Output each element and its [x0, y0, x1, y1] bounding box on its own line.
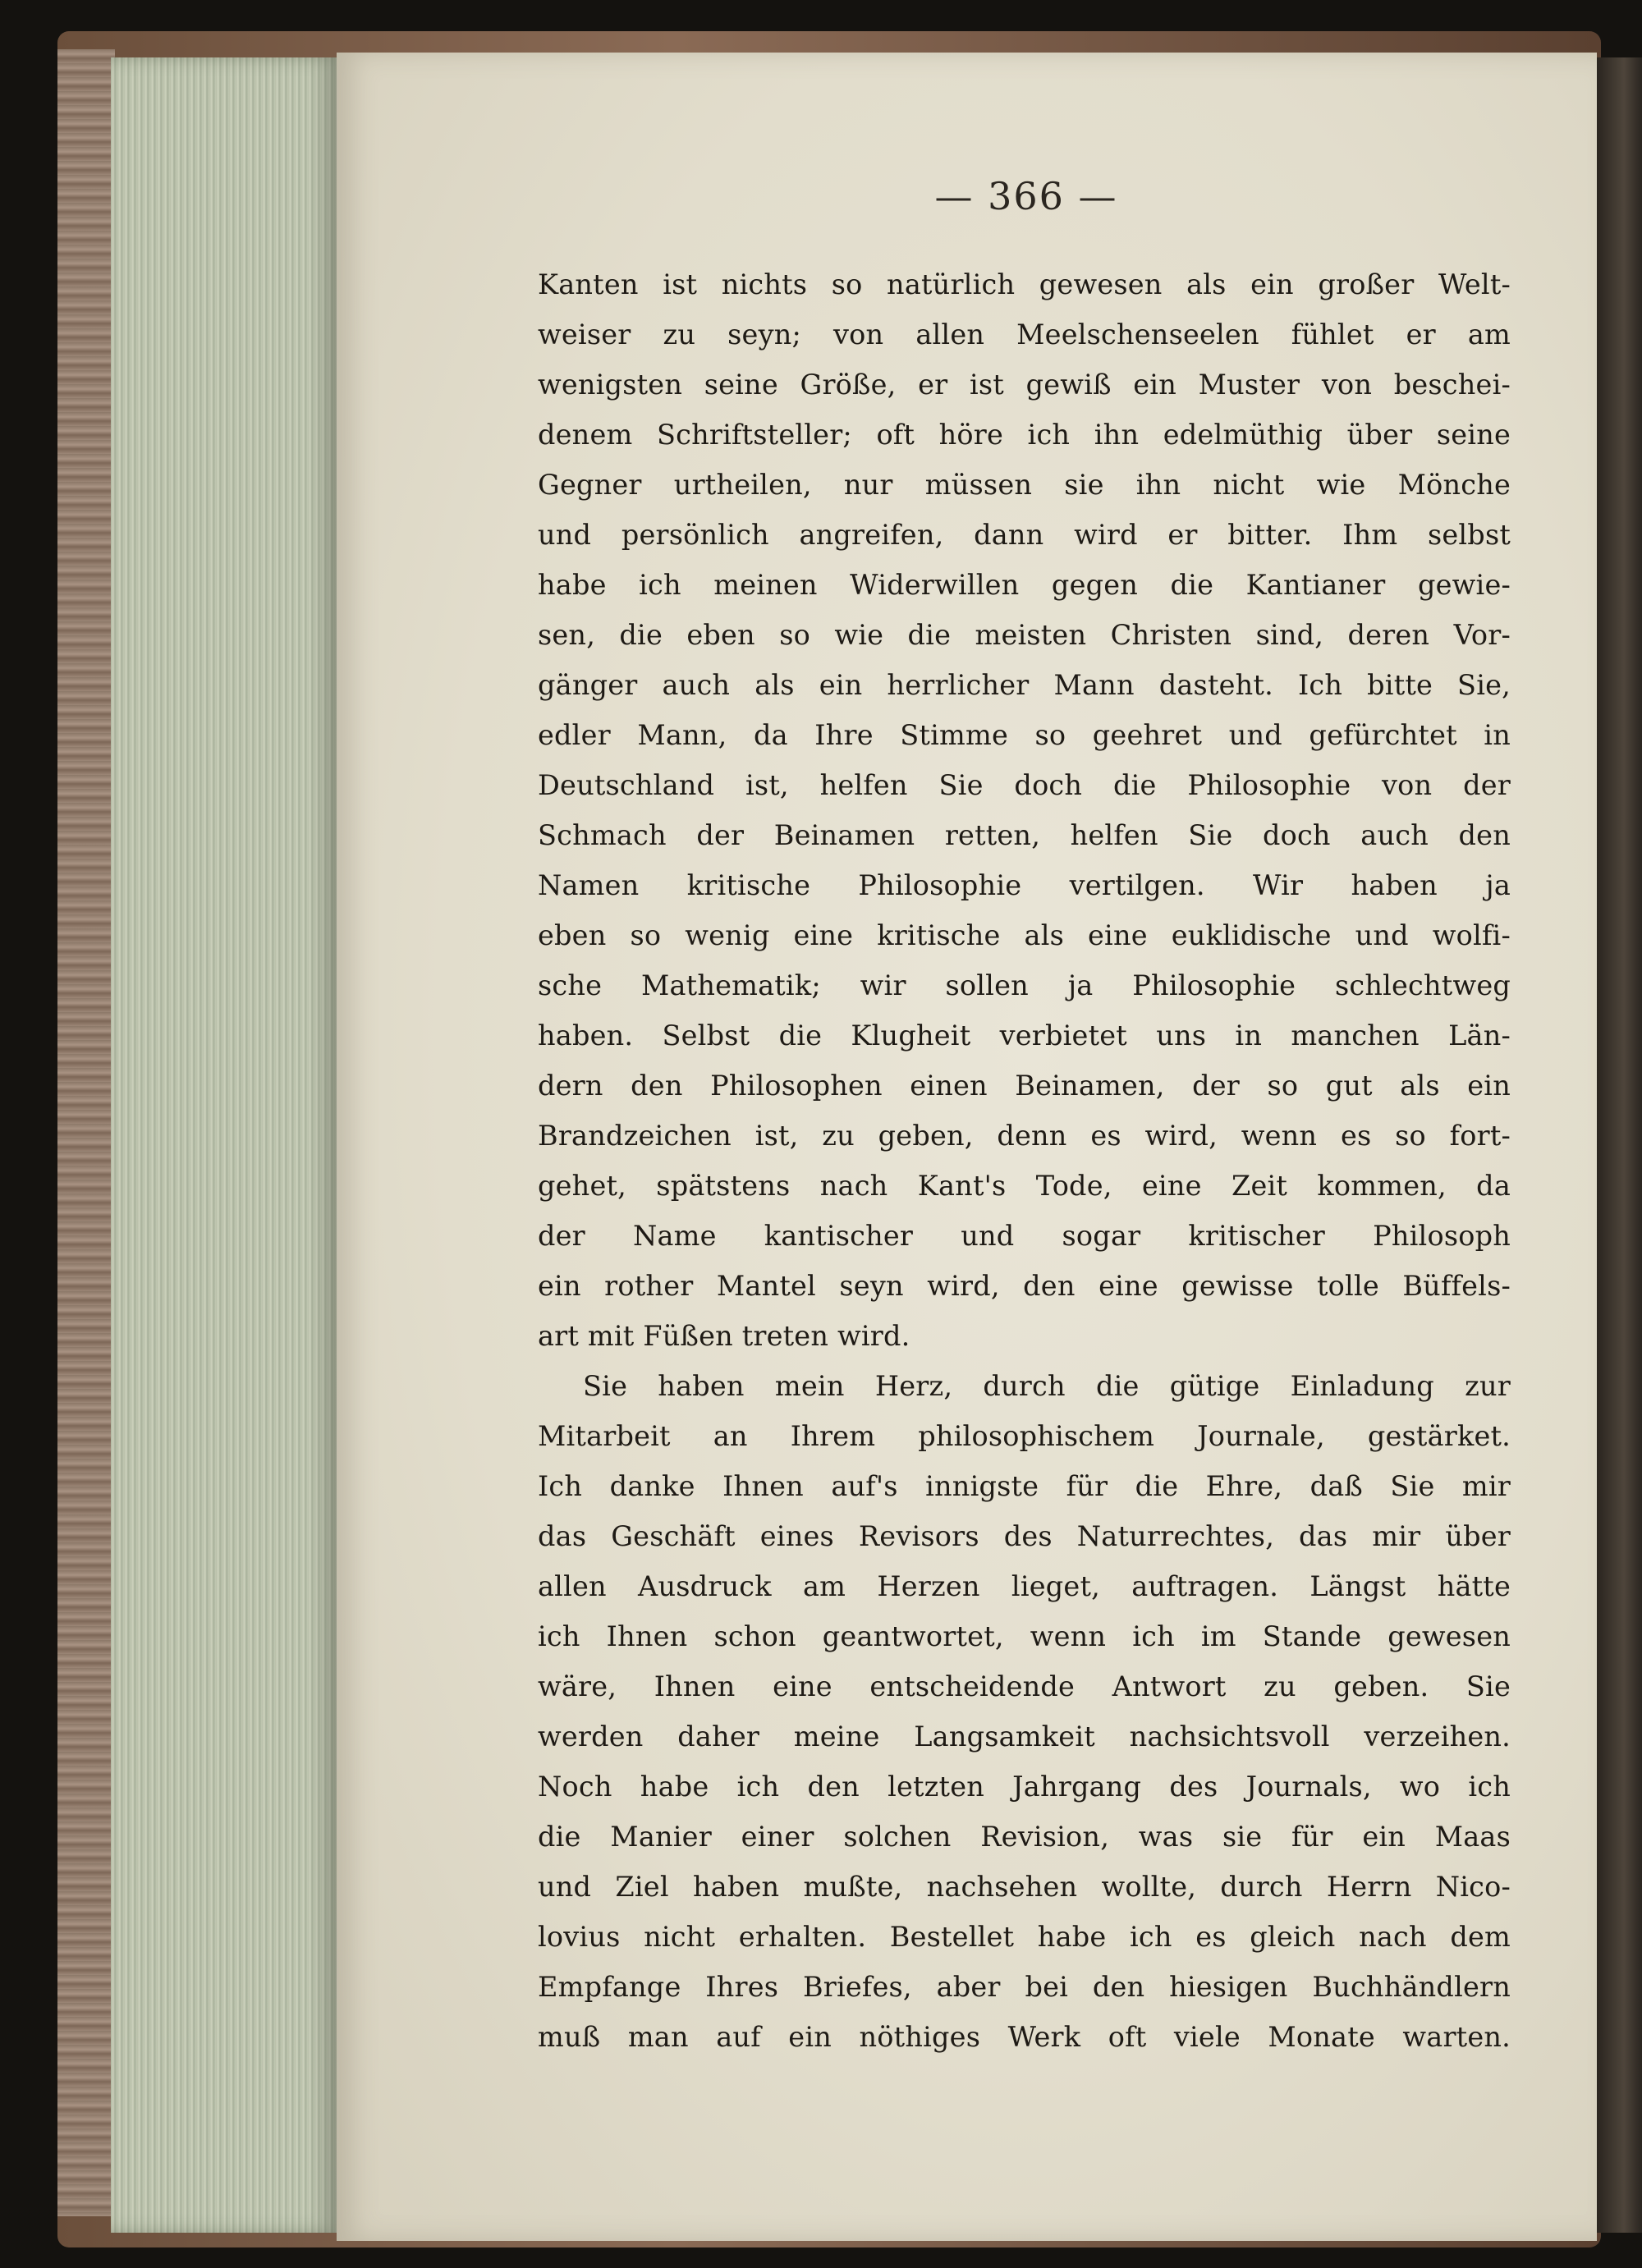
text-line: edler Mann, da Ihre Stimme so geehret und gefürchtet in	[538, 719, 1511, 751]
paragraph-start-line: Sie haben mein Herz, durch die gütige Einladung zur	[583, 1370, 1511, 1402]
text-line: Empfange Ihres Briefes, aber bei den hiesigen Buchhändlern	[538, 1971, 1511, 2003]
text-line: Schmach der Beinamen retten, helfen Sie doch auch den	[538, 819, 1511, 851]
text-line: Ich danke Ihnen auf's innigste für die Ehre, daß Sie mir	[538, 1470, 1511, 1502]
text-line: werden daher meine Langsamkeit nachsichtsvoll verzeihen.	[538, 1720, 1511, 1753]
text-line: ich Ihnen schon geantwortet, wenn ich im Stande gewesen	[538, 1620, 1511, 1652]
text-line: wäre, Ihnen eine entscheidende Antwort zu geben. Sie	[538, 1670, 1511, 1702]
facing-board	[1597, 57, 1642, 2233]
text-line: eben so wenig eine kritische als eine euklidische und wolfi-	[538, 919, 1511, 951]
text-line: Gegner urtheilen, nur müssen sie ihn nicht wie Mönche	[538, 469, 1511, 501]
text-line: Namen kritische Philosophie vertilgen. Wir haben ja	[538, 869, 1511, 901]
text-line: das Geschäft eines Revisors des Naturrechtes, das mir über	[538, 1520, 1511, 1552]
text-line: denem Schriftsteller; oft höre ich ihn edelmüthig über seine	[538, 419, 1511, 451]
text-line: der Name kantischer und sogar kritischer Philosoph	[538, 1220, 1511, 1252]
text-line: lovius nicht erhalten. Bestellet habe ich es gleich nach dem	[538, 1921, 1511, 1953]
cover-edge	[57, 49, 115, 2216]
text-line: die Manier einer solchen Revision, was sie für ein Maas	[538, 1821, 1511, 1853]
text-line: dern den Philosophen einen Beinamen, der so gut als ein	[538, 1070, 1511, 1102]
text-line: weiser zu seyn; von allen Meelschenseelen fühlet er am	[538, 318, 1511, 351]
text-line: haben. Selbst die Klugheit verbietet uns in manchen Län-	[538, 1019, 1511, 1052]
text-line: allen Ausdruck am Herzen lieget, auftragen. Längst hätte	[538, 1570, 1511, 1602]
text-line: Kanten ist nichts so natürlich gewesen als ein großer Welt-	[538, 268, 1511, 300]
text-line: Deutschland ist, helfen Sie doch die Philosophie von der	[538, 769, 1511, 801]
paragraph-end-line: art mit Füßen treten wird.	[538, 1320, 910, 1352]
text-line: sen, die eben so wie die meisten Christen sind, deren Vor-	[538, 619, 1511, 651]
text-line: gänger auch als ein herrlicher Mann dasteht. Ich bitte Sie,	[538, 669, 1511, 701]
text-line: Mitarbeit an Ihrem philosophischem Journale, gestärket.	[538, 1420, 1511, 1452]
body-text	[538, 259, 1511, 2062]
text-line: habe ich meinen Widerwillen gegen die Kantianer gewie-	[538, 569, 1511, 601]
text-line: ein rother Mantel seyn wird, den eine gewisse tolle Büffels-	[538, 1270, 1511, 1302]
page-number: — 366 —	[934, 174, 1118, 218]
text-line: Noch habe ich den letzten Jahrgang des Journals, wo ich	[538, 1771, 1511, 1803]
text-line: und persönlich angreifen, dann wird er bitter. Ihm selbst	[538, 519, 1511, 551]
text-line: sche Mathematik; wir sollen ja Philosophie schlechtweg	[538, 969, 1511, 1001]
text-line: Brandzeichen ist, zu geben, denn es wird, wenn es so fort-	[538, 1120, 1511, 1152]
text-line: und Ziel haben mußte, nachsehen wollte, durch Herrn Nico-	[538, 1871, 1511, 1903]
text-line: wenigsten seine Größe, er ist gewiß ein Muster von beschei-	[538, 369, 1511, 401]
page-block-edges	[111, 57, 341, 2233]
text-line: gehet, spätstens nach Kant's Tode, eine Zeit kommen, da	[538, 1170, 1511, 1202]
text-line: muß man auf ein nöthiges Werk oft viele Monate warten.	[538, 2021, 1511, 2053]
